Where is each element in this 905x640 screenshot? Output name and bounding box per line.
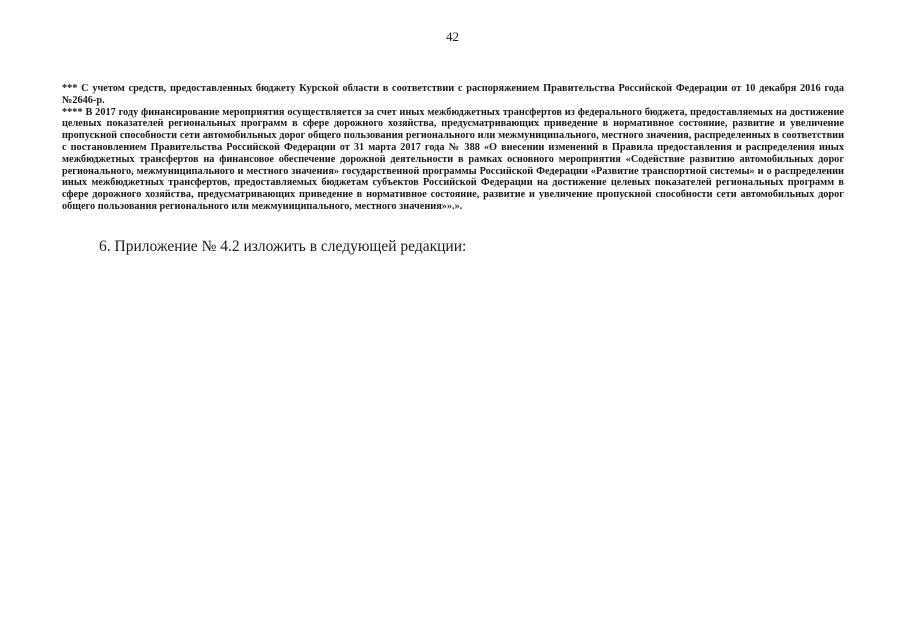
footnote-quadruple-asterisk: **** В 2017 году финансирование мероприятия осуществляется за счет иных межбюджетных трансфертов из федерального бюджета, предоставляемых на достижение целевых показателей региональных программ в сфере дорожного хозяйства, предусматривающих приведение в нормативное состояние, развитие и увеличение пропускной способности сети автомобильных дорог общего пользования регионального или межмуниципального, местного значения, распределенных в соответствии с постановлением Правительства Российской Федерации от 31 марта 2017 года № 388 «О внесении изменений в Правила предоставления и распределения иных межбюджетных трансфертов на финансовое обеспечение дорожной деятельности в рамках основного мероприятия «Содействие развитию автомобильных дорог регионального, межмуниципального и местного значения» государственной программы Российской Федерации «Развитие транспортной системы» и о распределении иных межбюджетных трансфертов, предоставляемых бюджетам субъектов Российской Федерации на достижение целевых показателей региональных программ в сфере дорожного хозяйства, предусматривающих приведение в нормативное состояние, развитие и увеличение пропускной способности сети автомобильных дорог общего пользования регионального или межмуниципального, местного значения»».».: [62, 106, 844, 212]
section-heading: 6. Приложение № 4.2 изложить в следующей редакции:: [99, 238, 467, 255]
footnotes-block: [62, 83, 844, 213]
page-number: 42: [446, 29, 459, 44]
footnote-triple-asterisk: *** С учетом средств, предоставленных бюджету Курской области в соответствии с распоряжением Правительства Российской Федерации от 10 декабря 2016 года №2646-р.: [62, 83, 844, 106]
